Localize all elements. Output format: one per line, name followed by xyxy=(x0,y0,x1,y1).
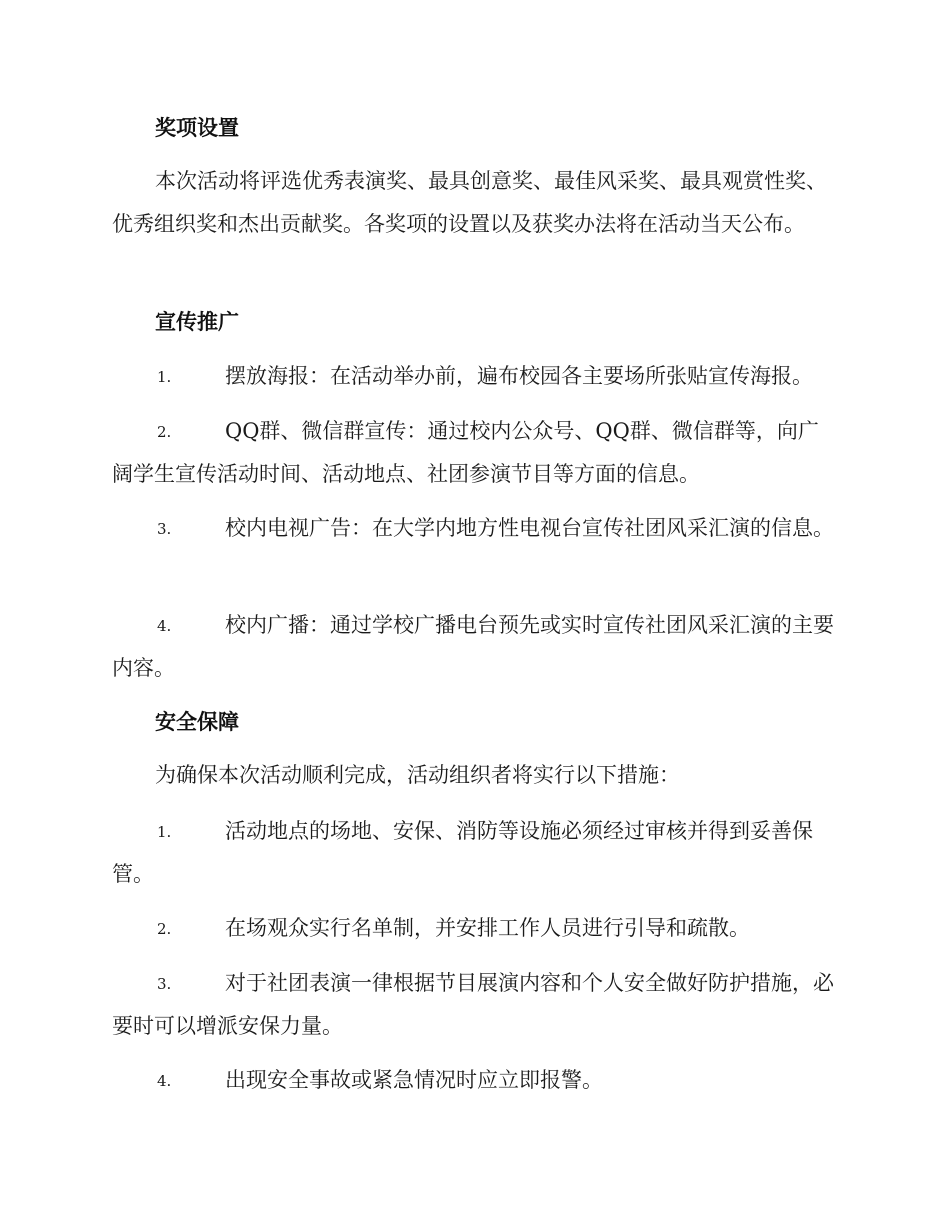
list-item: 在场观众实行名单制，并安排工作人员进行引导和疏散。 xyxy=(225,916,750,940)
list-item: 校内广播：通过学校广播电台预先或实时宣传社团风采汇演的主要内容。 xyxy=(112,613,834,680)
list-item-number: 1. xyxy=(157,368,172,386)
list-item: 校内电视广告：在大学内地方性电视台宣传社团风采汇演的信息。 xyxy=(225,516,834,540)
list-item: 出现安全事故或紧急情况时应立即报警。 xyxy=(225,1068,603,1092)
list-item: 摆放海报：在活动举办前，遍布校园各主要场所张贴宣传海报。 xyxy=(225,364,813,388)
list-item-number: 1. xyxy=(157,823,172,841)
list-item: QQ群、微信群宣传：通过校内公众号、QQ群、微信群等，向广阔学生宣传活动时间、活动地点、社团参演节目等方面的信息。 xyxy=(112,419,819,486)
list-item-number: 2. xyxy=(157,423,172,441)
list-item: 对于社团表演一律根据节目展演内容和个人安全做好防护措施，必要时可以增派安保力量。 xyxy=(112,971,834,1038)
list-item-number: 3. xyxy=(157,520,172,538)
awards-paragraph: 本次活动将评选优秀表演奖、最具创意奖、最佳风采奖、最具观赏性奖、优秀组织奖和杰出贡献奖。各奖项的设置以及获奖办法将在活动当天公布。 xyxy=(112,169,827,236)
list-item-number: 2. xyxy=(157,920,172,938)
list-item-number: 4. xyxy=(157,1072,172,1090)
list-item-number: 4. xyxy=(157,617,172,635)
section-heading-safety: 安全保障 xyxy=(155,710,239,734)
section-heading-promotion: 宣传推广 xyxy=(155,310,239,334)
list-item: 活动地点的场地、安保、消防等设施必须经过审核并得到妥善保管。 xyxy=(112,819,813,886)
list-item-number: 3. xyxy=(157,975,172,993)
section-heading-awards: 奖项设置 xyxy=(155,116,239,140)
safety-intro: 为确保本次活动顺利完成，活动组织者将实行以下措施： xyxy=(155,763,680,787)
